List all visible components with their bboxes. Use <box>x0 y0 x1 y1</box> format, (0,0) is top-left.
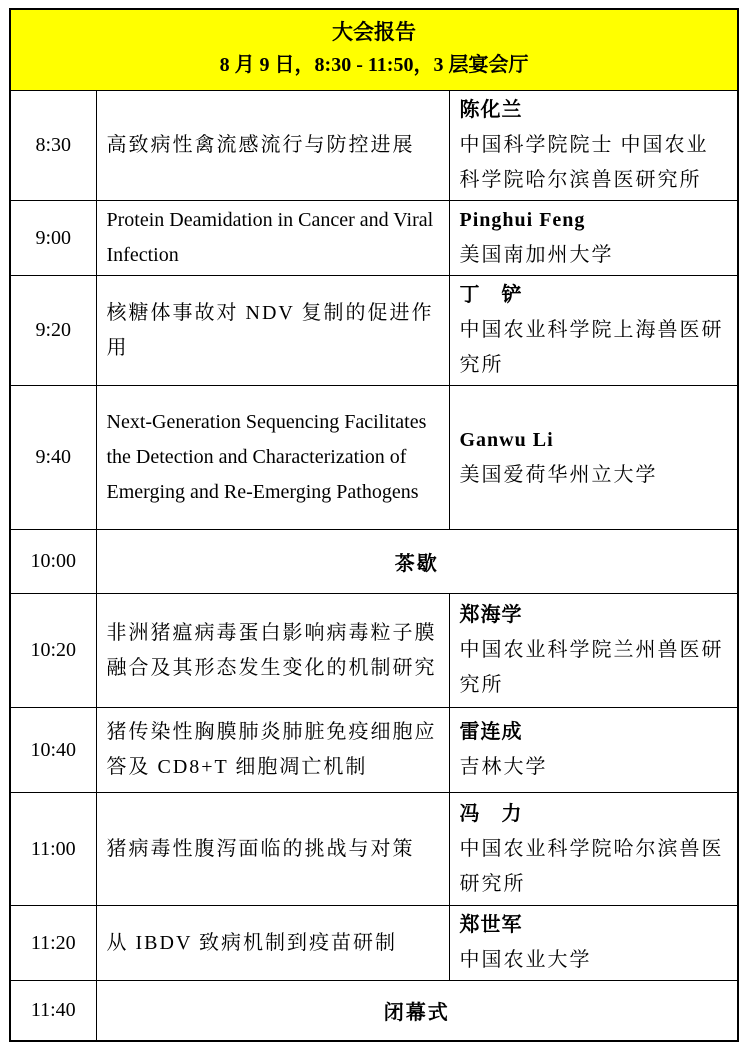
speaker-name: 丁 铲 <box>459 284 523 306</box>
speaker-name: 雷连成 <box>459 721 523 743</box>
talk-topic: 核糖体事故对 NDV 复制的促进作用 <box>96 276 449 386</box>
session-datetime-location: 8 月 9 日，8:30 - 11:50，3 层宴会厅 <box>219 54 529 76</box>
speaker-cell <box>449 386 738 530</box>
speaker-affiliation: 中国科学院院士 中国农业科学院哈尔滨兽医研究所 <box>459 134 709 191</box>
time-cell: 9:20 <box>10 276 96 386</box>
time-cell: 11:40 <box>10 981 96 1041</box>
time-cell: 11:20 <box>10 906 96 981</box>
speaker-affiliation: 中国农业科学院兰州兽医研究所 <box>459 639 724 696</box>
schedule-talk-row <box>10 906 738 981</box>
time-cell: 10:20 <box>10 594 96 708</box>
speaker-affiliation: 美国南加州大学 <box>459 244 614 266</box>
speaker-cell <box>449 906 738 981</box>
talk-topic: 非洲猪瘟病毒蛋白影响病毒粒子膜融合及其形态发生变化的机制研究 <box>96 594 449 708</box>
speaker-affiliation: 中国农业科学院哈尔滨兽医研究所 <box>459 837 724 895</box>
speaker-affiliation: 中国农业科学院上海兽医研究所 <box>459 319 724 376</box>
schedule-talk-row <box>10 386 738 530</box>
speaker-cell <box>449 708 738 793</box>
schedule-talk-row <box>10 708 738 793</box>
schedule-table <box>9 8 739 1042</box>
schedule-break-row <box>10 530 738 594</box>
schedule-talk-row <box>10 594 738 708</box>
talk-topic: Next-Generation Sequencing Facilitates the Detection and Characterization of Emerging and Re-Emerging Pathogens <box>96 386 449 530</box>
speaker-name: 郑世军 <box>459 914 523 936</box>
speaker-name: 陈化兰 <box>459 99 523 121</box>
speaker-name: Ganwu Li <box>459 428 554 451</box>
time-cell: 8:30 <box>10 91 96 201</box>
speaker-cell <box>449 91 738 201</box>
talk-topic: 从 IBDV 致病机制到疫苗研制 <box>96 906 449 981</box>
speaker-name: 冯 力 <box>459 802 523 825</box>
speaker-name: Pinghui Feng <box>459 209 586 231</box>
time-cell: 11:00 <box>10 793 96 906</box>
schedule-talk-row <box>10 91 738 201</box>
time-cell: 9:00 <box>10 201 96 276</box>
break-label: 闭幕式 <box>96 981 738 1041</box>
speaker-cell <box>449 201 738 276</box>
talk-topic: 猪病毒性腹泻面临的挑战与对策 <box>96 793 449 906</box>
speaker-cell <box>449 793 738 906</box>
session-title: 大会报告 <box>332 20 416 44</box>
speaker-affiliation: 美国爱荷华州立大学 <box>459 463 658 486</box>
speaker-cell <box>449 276 738 386</box>
time-cell: 10:40 <box>10 708 96 793</box>
schedule-talk-row <box>10 276 738 386</box>
talk-topic: Protein Deamidation in Cancer and Viral Infection <box>96 201 449 276</box>
speaker-name: 郑海学 <box>459 604 523 626</box>
talk-topic: 高致病性禽流感流行与防控进展 <box>96 91 449 201</box>
schedule-break-row <box>10 981 738 1041</box>
speaker-affiliation: 中国农业大学 <box>459 949 592 971</box>
time-cell: 10:00 <box>10 530 96 594</box>
session-header-row <box>10 9 738 91</box>
schedule-talk-row <box>10 201 738 276</box>
break-label: 茶歇 <box>96 530 738 594</box>
session-header <box>10 9 738 91</box>
schedule-talk-row <box>10 793 738 906</box>
talk-topic: 猪传染性胸膜肺炎肺脏免疫细胞应答及 CD8+T 细胞凋亡机制 <box>96 708 449 793</box>
speaker-affiliation: 吉林大学 <box>459 756 548 778</box>
speaker-cell <box>449 594 738 708</box>
time-cell: 9:40 <box>10 386 96 530</box>
